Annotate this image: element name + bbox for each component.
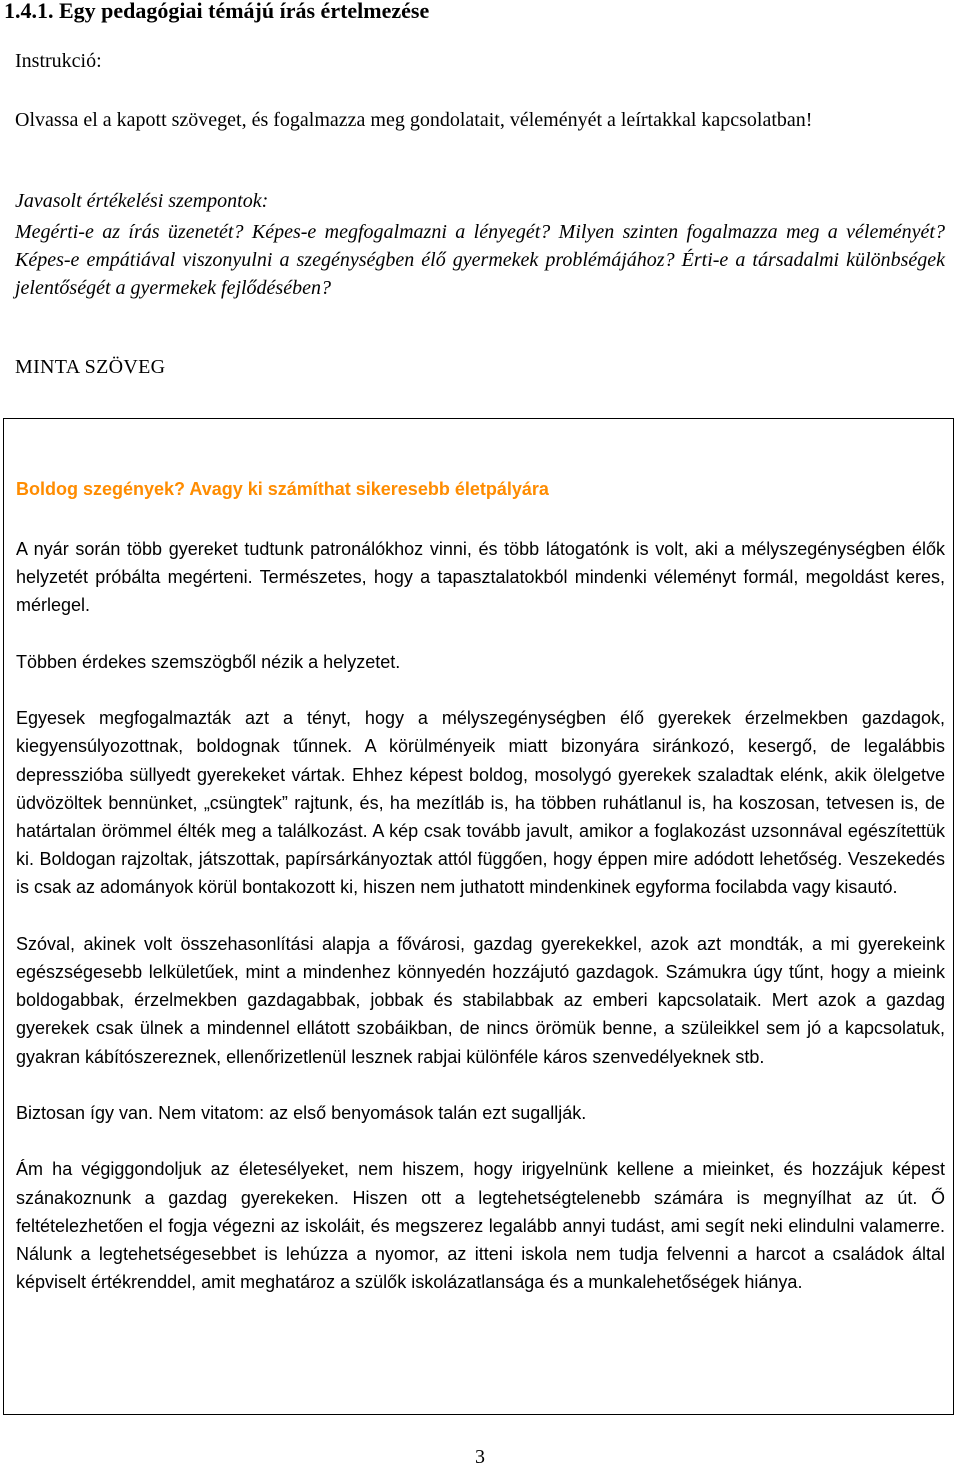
- sample-title: Boldog szegények? Avagy ki számíthat sikeresebb életpályára: [16, 479, 549, 499]
- sample-paragraph: Egyesek megfogalmazták azt a tényt, hogy a mélyszegénységben élő gyerekek érzelmekben gazdagok, kiegyensúlyozottnak, boldognak tűnnek. A körülményeik miatt bizonyára siránkozó, kesergő, de legalábbis depresszióba süllyedt gyerekeket vártak. Ehhez képest boldog, mosolygó gyerekek szaladtak elénk, akik ölelgetve üdvözöltek bennünket, „csüngtek” rajtunk, és, ha mezítláb is, ha többen ruhátlanul is, ha koszosan, tetvesen is, de határtalan örömmel élték meg a találkozást. A kép csak tovább javult, amikor a foglakozást uzsonnával egészítettük ki. Boldogan rajzoltak, játszottak, papírsárkányoztak attól függően, hogy éppen mire adódott lehetőség. Veszekedés is csak az adományok körül bontakozott ki, hiszen nem juthatott mindenkinek egyforma focilabda vagy kisautó.: [16, 708, 945, 898]
- instruction-label: Instrukció:: [15, 50, 102, 72]
- page-number: 3: [475, 1446, 485, 1468]
- sample-paragraph: Ám ha végiggondoljuk az életesélyeket, nem hiszem, hogy irigyelnünk kellene a mieinket, és hozzájuk képest szánakoznunk a gazdag gyerekeken. Hiszen ott a legtehetségtelenebb számára is megnyílhat az út. Ő feltételezhetően el fogja végezni az iskoláit, és megszerez legalább annyi tudást, ami segít neki elindulni valamerre. Nálunk a legtehetségesebbet is lehúzza a nyomor, az itteni iskola nem tudja felvenni a harcot a családok által képviselt értékrenddel, amit meghatároz a szülők iskolázatlansága és a munkalehetőségek hiánya.: [16, 1159, 945, 1293]
- sample-paragraph: Szóval, akinek volt összehasonlítási alapja a fővárosi, gazdag gyerekekkel, azok azt mondták, a mi gyerekeink egészségesebb lelkületűek, mint a mindenhez könnyedén hozzájutó gazdagok. Számukra úgy tűnt, hogy a mieink boldogabbak, érzelmekben gazdagabbak, jobbak és stabilabbak az emberi kapcsolataik. Mert azok a gazdag gyerekek csak ülnek a mindennel ellátott szobáikban, de nincs örömük benne, a szüleikkel sem jó a kapcsolatuk, gyakran kábítószereznek, ellenőrizetlenül lesznek rabjai különféle káros szenvedélyeknek stb.: [16, 933, 945, 1067]
- sample-text-label: MINTA SZÖVEG: [15, 356, 166, 378]
- sample-body: [16, 535, 945, 1296]
- sample-paragraph: Többen érdekes szemszögből nézik a helyzetet.: [16, 651, 401, 672]
- section-heading: 1.4.1. Egy pedagógiai témájú írás értelmezése: [4, 0, 430, 23]
- criteria-label: Javasolt értékelési szempontok:: [15, 190, 269, 212]
- instruction-text: Olvassa el a kapott szöveget, és fogalmazza meg gondolatait, véleményét a leírtakkal kapcsolatban!: [15, 109, 813, 131]
- sample-text-box: [3, 418, 954, 1415]
- sample-paragraph: A nyár során több gyereket tudtunk patronálókhoz vinni, és több látogatónk is volt, aki a mélyszegénységben élők helyzetét próbálta megérteni. Természetes, hogy a tapasztalatokból mindenki véleményt formál, megoldást keres, mérlegel.: [16, 539, 945, 616]
- sample-paragraph: Biztosan így van. Nem vitatom: az első benyomások talán ezt sugallják.: [16, 1103, 587, 1123]
- criteria-text: Megérti-e az írás üzenetét? Képes-e megfogalmazni a lényegét? Milyen szinten fogalmazza meg a véleményét? Képes-e empátiával viszonyulni a szegénységben élő gyermekek problémájához? Érti-e a társadalmi különbségek jelentőségét a gyermekek fejlődésében?: [15, 221, 945, 299]
